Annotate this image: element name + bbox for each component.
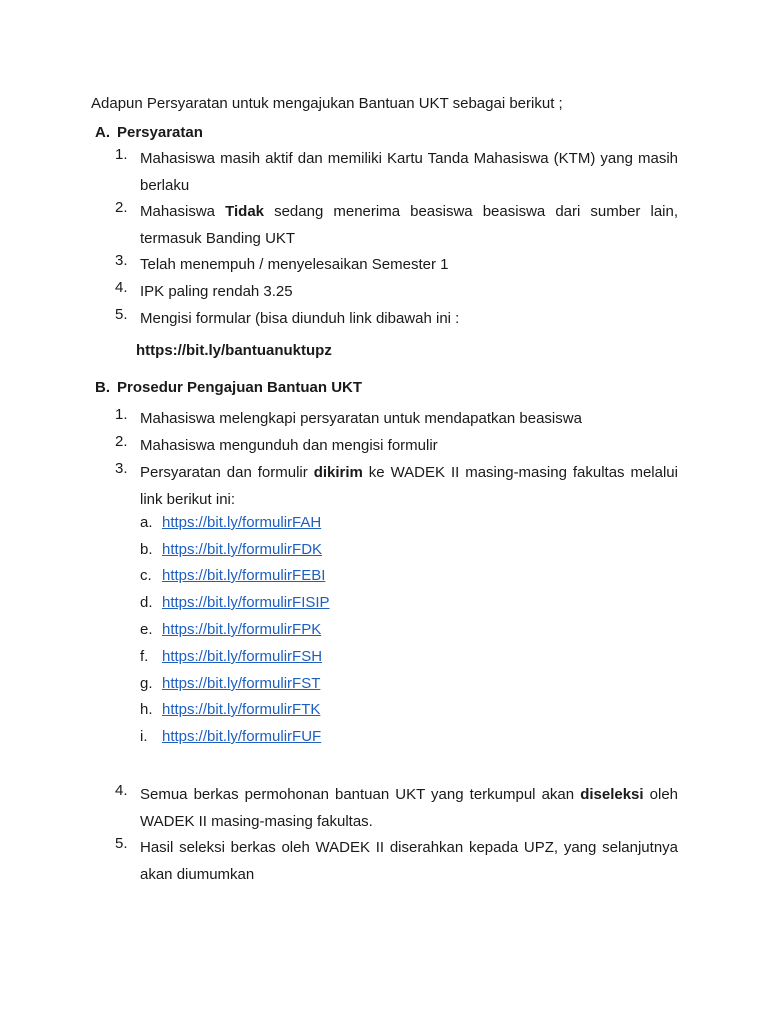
link-label: a. [140,514,153,531]
faculty-form-link[interactable]: https://bit.ly/formulirFST [162,675,321,692]
item-text-start: Mahasiswa [140,203,226,220]
item-text: Mahasiswa melengkapi persyaratan untuk mendapatkan beasiswa [140,410,582,427]
item-text: Hasil seleksi berkas oleh WADEK II diserahkan kepada UPZ, yang selanjutnya akan diumumkan [140,839,678,883]
item-text: Mengisi formular (bisa diunduh link dibawah ini : [140,310,460,327]
link-label: i. [140,728,148,745]
faculty-form-link[interactable]: https://bit.ly/formulirFEBI [162,567,326,584]
item-number: 4. [115,279,128,296]
section-b-heading [95,379,362,396]
item-number: 1. [115,406,128,423]
item-text-start: Semua berkas permohonan bantuan UKT yang terkumpul akan [140,786,581,803]
item-number: 3. [115,252,128,269]
faculty-link-item [140,541,322,558]
faculty-link-item [140,648,322,665]
faculty-form-link[interactable]: https://bit.ly/formulirFDK [162,541,323,558]
item-text [140,460,678,513]
item-text-end: sedang menerima beasiswa beasiswa dari sumber lain, termasuk Banding UKT [140,203,679,247]
section-b-title: Prosedur Pengajuan Bantuan UKT [117,379,363,396]
faculty-form-link[interactable]: https://bit.ly/formulirFISIP [162,594,330,611]
item-number: 4. [115,782,128,799]
link-label: h. [140,701,153,718]
emphasis-text: Tidak [225,203,265,220]
faculty-link-item [140,594,330,611]
link-label: c. [140,567,152,584]
item-text-start: Persyaratan dan formulir [140,464,314,481]
item-text: IPK paling rendah 3.25 [140,283,293,300]
item-number: 3. [115,460,128,477]
faculty-link-item [140,621,321,638]
item-text [140,199,678,252]
item-text [140,782,678,835]
section-a-heading [95,124,203,141]
faculty-link-item [140,728,321,745]
faculty-form-link[interactable]: https://bit.ly/formulirFPK [162,621,322,638]
link-label: e. [140,621,153,638]
link-label: g. [140,675,153,692]
item-number: 1. [115,146,128,163]
item-number: 5. [115,835,128,852]
item-text: Mahasiswa mengunduh dan mengisi formulir [140,437,438,454]
item-number: 2. [115,433,128,450]
item-text-end: oleh WADEK II masing-masing fakultas. [140,786,679,830]
faculty-form-link[interactable]: https://bit.ly/formulirFUF [162,728,322,745]
emphasis-text: dikirim [313,464,363,481]
faculty-form-link[interactable]: https://bit.ly/formulirFAH [162,514,322,531]
section-a-letter: A. [95,124,110,141]
item-number: 2. [115,199,128,216]
item-text-end: ke WADEK II masing-masing fakultas melalui link berikut ini: [140,464,678,508]
faculty-form-link[interactable]: https://bit.ly/formulirFTK [162,701,321,718]
link-label: f. [140,648,149,665]
faculty-link-item [140,675,320,692]
section-b-letter: B. [95,379,110,396]
section-a-title: Persyaratan [117,124,203,141]
faculty-link-item [140,567,325,584]
item-text: Telah menempuh / menyelesaikan Semester 1 [140,256,449,273]
form-download-url[interactable]: https://bit.ly/bantuanuktupz [136,342,332,359]
emphasis-text: diseleksi [580,786,644,803]
link-label: d. [140,594,153,611]
faculty-link-item [140,701,320,718]
faculty-form-link[interactable]: https://bit.ly/formulirFSH [162,648,323,665]
intro-text: Adapun Persyaratan untuk mengajukan Bantuan UKT sebagai berikut ; [91,95,563,112]
item-number: 5. [115,306,128,323]
faculty-link-item [140,514,321,531]
link-label: b. [140,541,153,558]
item-text: Mahasiswa masih aktif dan memiliki Kartu Tanda Mahasiswa (KTM) yang masih berlaku [140,150,678,194]
